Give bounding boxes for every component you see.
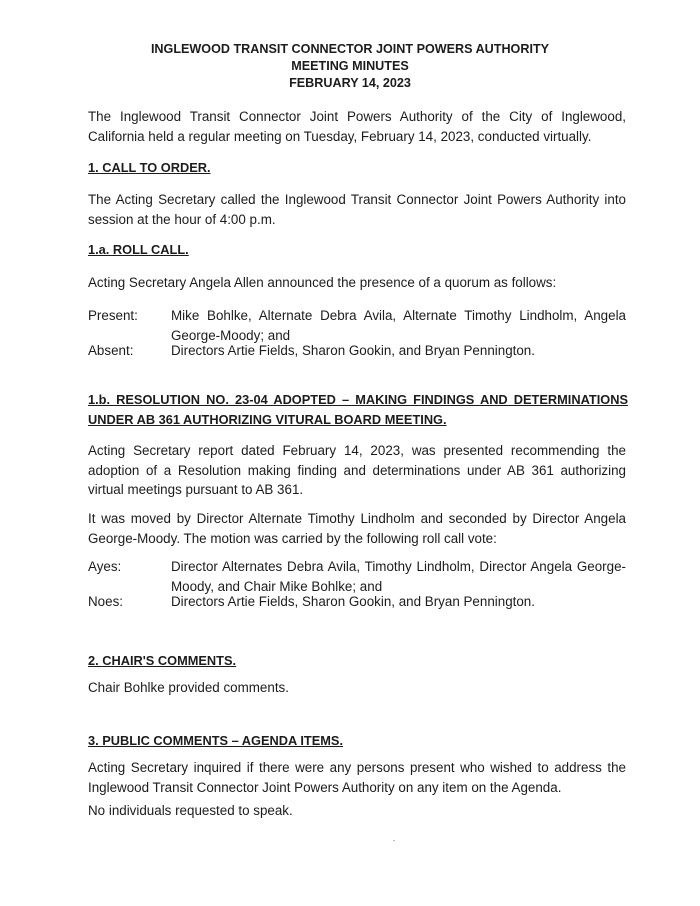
roll-call-body: Acting Secretary Angela Allen announced the presence of a quorum as follows: [88, 275, 557, 290]
noes-label: Noes: [88, 594, 123, 609]
call-to-order-heading: 1. CALL TO ORDER. [88, 160, 211, 175]
ayes-value: Director Alternates Debra Avila, Timothy Lindholm, Director Angela George-Moody, and Chair Mike Bohlke; and [171, 559, 626, 594]
intro-paragraph: The Inglewood Transit Connector Joint Powers Authority of the City of Inglewood, California held a regular meeting on Tuesday, February 14, 2023, conducted virtually. [88, 109, 626, 144]
authority-name: INGLEWOOD TRANSIT CONNECTOR JOINT POWERS AUTHORITY [150, 42, 550, 56]
present-value: Mike Bohlke, Alternate Debra Avila, Alternate Timothy Lindholm, Angela George-Moody; and [171, 308, 626, 343]
public-comments-body-1: Acting Secretary inquired if there were any persons present who wished to address the Inglewood Transit Connector Joint Powers Authority on any item on the Agenda. [88, 760, 626, 795]
resolution-body-2: It was moved by Director Alternate Timothy Lindholm and seconded by Director Angela George-Moody. The motion was carried by the following roll call vote: [88, 511, 626, 546]
resolution-heading: 1.b. RESOLUTION NO. 23-04 ADOPTED – MAKING FINDINGS AND DETERMINATIONS UNDER AB 361 AUTHORIZING VITURAL BOARD MEETING. [88, 392, 628, 427]
ayes-label: Ayes: [88, 559, 122, 574]
chairs-comments-body: Chair Bohlke provided comments. [88, 680, 289, 695]
present-label: Present: [88, 308, 138, 323]
chairs-comments-heading: 2. CHAIR'S COMMENTS. [88, 653, 237, 668]
document-type: MEETING MINUTES [291, 59, 409, 73]
absent-value: Directors Artie Fields, Sharon Gookin, and Bryan Pennington. [171, 343, 535, 358]
roll-call-heading: 1.a. ROLL CALL. [88, 242, 189, 257]
noes-value: Directors Artie Fields, Sharon Gookin, and Bryan Pennington. [171, 594, 535, 609]
public-comments-heading: 3. PUBLIC COMMENTS – AGENDA ITEMS. [88, 733, 344, 748]
meeting-date: FEBRUARY 14, 2023 [289, 76, 411, 90]
scan-speck [393, 840, 395, 841]
public-comments-body-2: No individuals requested to speak. [88, 803, 293, 818]
call-to-order-body: The Acting Secretary called the Inglewood Transit Connector Joint Powers Authority into session at the hour of 4:00 p.m. [88, 192, 626, 227]
resolution-body-1: Acting Secretary report dated February 14, 2023, was presented recommending the adoption of a Resolution making finding and determinations under AB 361 authorizing virtual meetings pursuant to AB 361. [88, 443, 626, 497]
absent-label: Absent: [88, 343, 134, 358]
document-header [0, 41, 700, 92]
